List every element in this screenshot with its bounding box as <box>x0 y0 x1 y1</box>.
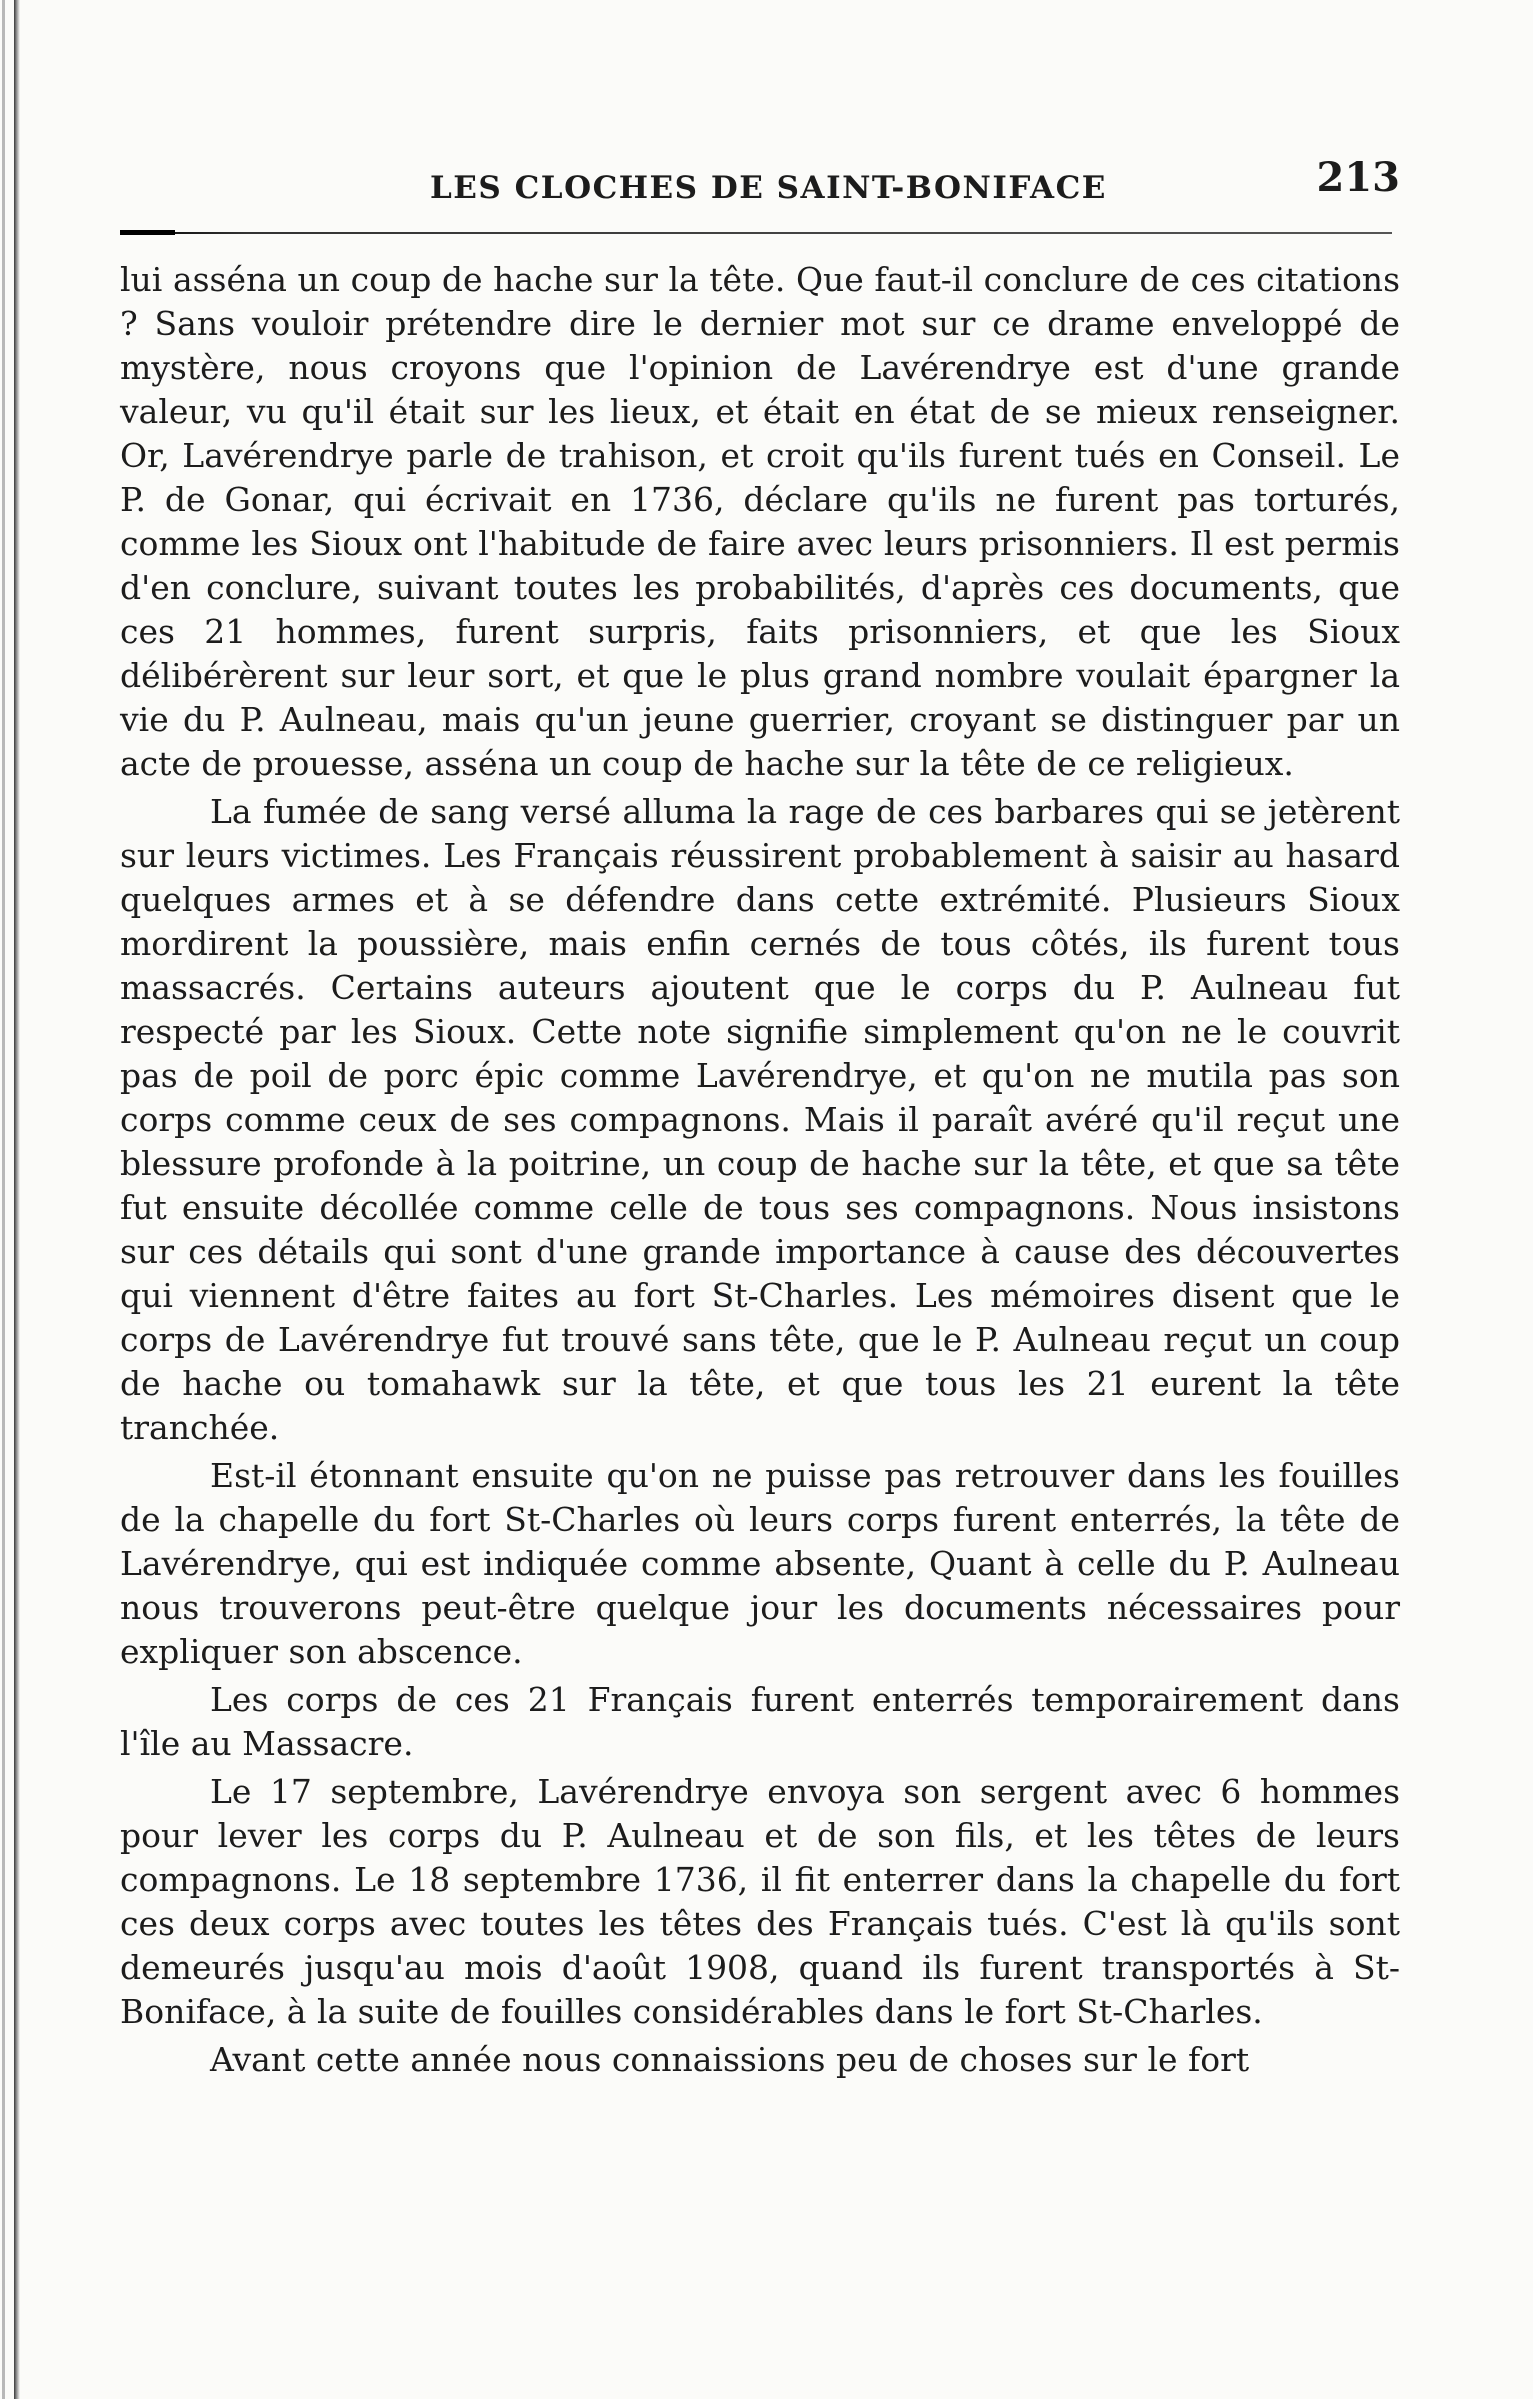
paragraph-6: Avant cette année nous connaissions peu de choses sur le fort <box>210 2040 1250 2079</box>
page-header <box>120 150 1400 210</box>
page-binding-edge <box>2 0 5 2399</box>
page-number: 213 <box>1316 154 1400 201</box>
paragraph-1: lui asséna un coup de hache sur la tête. Que faut-il conclure de ces citations ? Sans vouloir prétendre dire le dernier mot sur ce drame enveloppé de mystère, nous croyons que l'opinion de Lavérendrye est d'une grande valeur, vu qu'il était sur les lieux, et était en état de se mieux renseigner. Or, Lavérendrye parle de trahison, et croit qu'ils furent tués en Conseil. Le P. de Gonar, qui écrivait en 1736, déclare qu'ils ne furent pas torturés, comme les Sioux ont l'habitude de faire avec leurs prisonniers. Il est permis d'en conclure, suivant toutes les probabilités, d'après ces documents, que ces 21 hommes, furent surpris, faits prisonniers, et que les Sioux délibérèrent sur leur sort, et que le plus grand nombre voulait épargner la vie du P. Aulneau, mais qu'un jeune guerrier, croyant se distinguer par un acte de prouesse, asséna un coup de hache sur la tête de ce religieux. <box>120 260 1400 783</box>
paragraph-3: Est-il étonnant ensuite qu'on ne puisse pas retrouver dans les fouilles de la chapelle du fort St-Charles où leurs corps furent enterrés, la tête de Lavérendrye, qui est indiquée comme absente, Quant à celle du P. Aulneau nous trouverons peut-être quelque jour les documents nécessaires pour expliquer son abscence. <box>120 1456 1400 1671</box>
body-text <box>120 258 1400 2082</box>
running-title: LES CLOCHES DE SAINT-BONIFACE <box>430 170 1107 206</box>
page-binding-shadow <box>14 0 20 2399</box>
book-page <box>120 150 1400 2079</box>
paragraph-2: La fumée de sang versé alluma la rage de ces barbares qui se jetèrent sur leurs victimes. Les Français réussirent probablement à saisir au hasard quelques armes et à se défendre dans cette extrémité. Plusieurs Sioux mordirent la poussière, mais enfin cernés de tous côtés, ils furent tous massacrés. Certains auteurs ajoutent que le corps du P. Aulneau fut respecté par les Sioux. Cette note signifie simplement qu'on ne le couvrit pas de poil de porc épic comme Lavérendrye, et qu'on ne mutila pas son corps comme ceux de ses compagnons. Mais il paraît avéré qu'il reçut une blessure profonde à la poitrine, un coup de hache sur la tête, et que sa tête fut ensuite décollée comme celle de tous ses compagnons. Nous insistons sur ces détails qui sont d'une grande importance à cause des découvertes qui viennent d'être faites au fort St-Charles. Les mémoires disent que le corps de Lavérendrye fut trouvé sans tête, que le P. Aulneau reçut un coup de hache ou tomahawk sur la tête, et que tous les 21 eurent la tête tranchée. <box>120 792 1400 1447</box>
paragraph-4: Les corps de ces 21 Français furent enterrés temporairement dans l'île au Massacre. <box>120 1680 1400 1763</box>
paragraph-5: Le 17 septembre, Lavérendrye envoya son sergent avec 6 hommes pour lever les corps du P. Aulneau et de son fils, et les têtes de leurs compagnons. Le 18 septembre 1736, il fit enterrer dans la chapelle du fort ces deux corps avec toutes les têtes des Français tués. C'est là qu'ils sont demeurés jusqu'au mois d'août 1908, quand ils furent transportés à St-Boniface, à la suite de fouilles considérables dans le fort St-Charles. <box>120 1772 1400 2031</box>
header-rule <box>120 232 1392 234</box>
